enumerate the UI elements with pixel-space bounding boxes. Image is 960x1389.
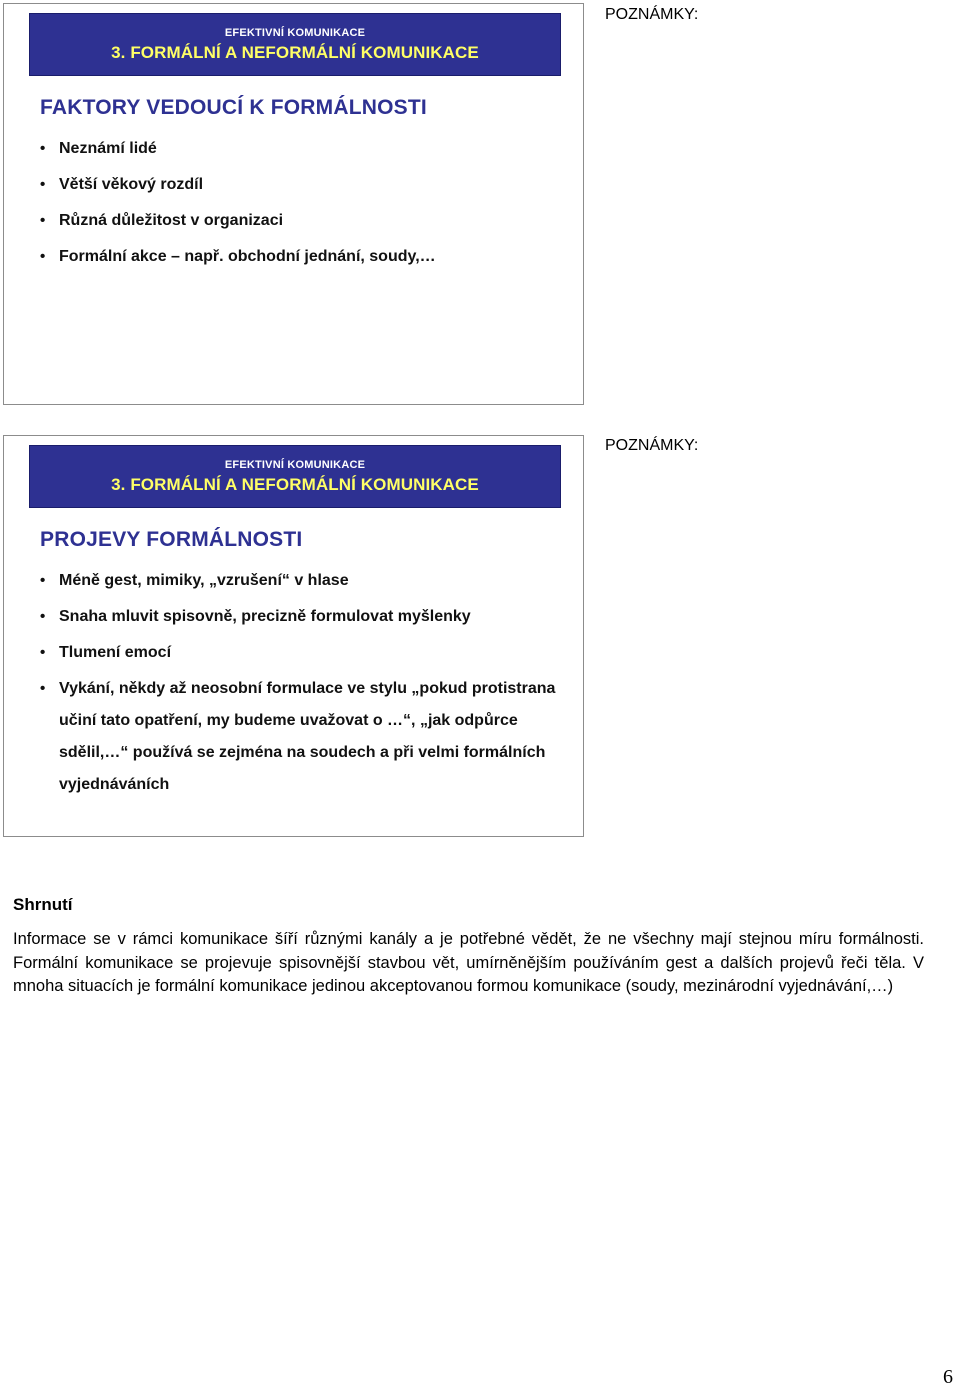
notes-label: POZNÁMKY: [605,6,699,23]
slide-header-banner [29,13,561,76]
header-chapter-title: 3. FORMÁLNÍ A NEFORMÁLNÍ KOMUNIKACE [111,43,479,62]
page-number: 6 [943,1366,953,1388]
notes-label: POZNÁMKY: [605,437,699,454]
slide-header-banner [29,445,561,508]
bullet-item: • Méně gest, mimiky, „vzrušení“ v hlase [40,570,570,592]
bullet-item: • Tlumení emocí [40,642,570,664]
header-course-name: EFEKTIVNÍ KOMUNIKACE [224,459,366,471]
summary-heading: Shrnutí [13,895,73,914]
slide-thumbnail-1 [3,3,584,405]
bullet-item: • Formální akce – např. obchodní jednání, soudy,… [40,246,570,268]
slide-title: PROJEVY FORMÁLNOSTI [40,528,303,551]
summary-paragraph: Informace se v rámci komunikace šíří různými kanály a je potřebné vědět, že ne všechny mají stejnou míru formálnosti. Formální komunikace se projevuje spisovnější stavbou vět, umírněnějším používáním gest a dalších projevů řeči těla. V mnoha situacích je formální komunikace jedinou akceptovanou formou komunikace (soudy, mezinárodní vyjednávání,…) [13,930,924,995]
bullet-item: • Snaha mluvit spisovně, precizně formulovat myšlenky [40,606,570,628]
header-course-name: EFEKTIVNÍ KOMUNIKACE [224,27,366,39]
bullet-list [40,570,570,815]
slide-thumbnail-2 [3,435,584,837]
bullet-item: • Různá důležitost v organizaci [40,210,570,232]
bullet-item: • Větší věkový rozdíl [40,174,570,196]
header-chapter-title: 3. FORMÁLNÍ A NEFORMÁLNÍ KOMUNIKACE [111,475,479,494]
bullet-list [40,138,570,282]
slide-title: FAKTORY VEDOUCÍ K FORMÁLNOSTI [40,96,427,119]
bullet-item: • Neznámí lidé [40,138,570,160]
bullet-item: • Vykání, někdy až neosobní formulace ve stylu „pokud protistrana učiní tato opatření, my budeme uvažovat o …“, „jak odpůrce sdělil,…“ používá se zejména na soudech a při velmi formálních vyjednáváních [40,673,570,801]
